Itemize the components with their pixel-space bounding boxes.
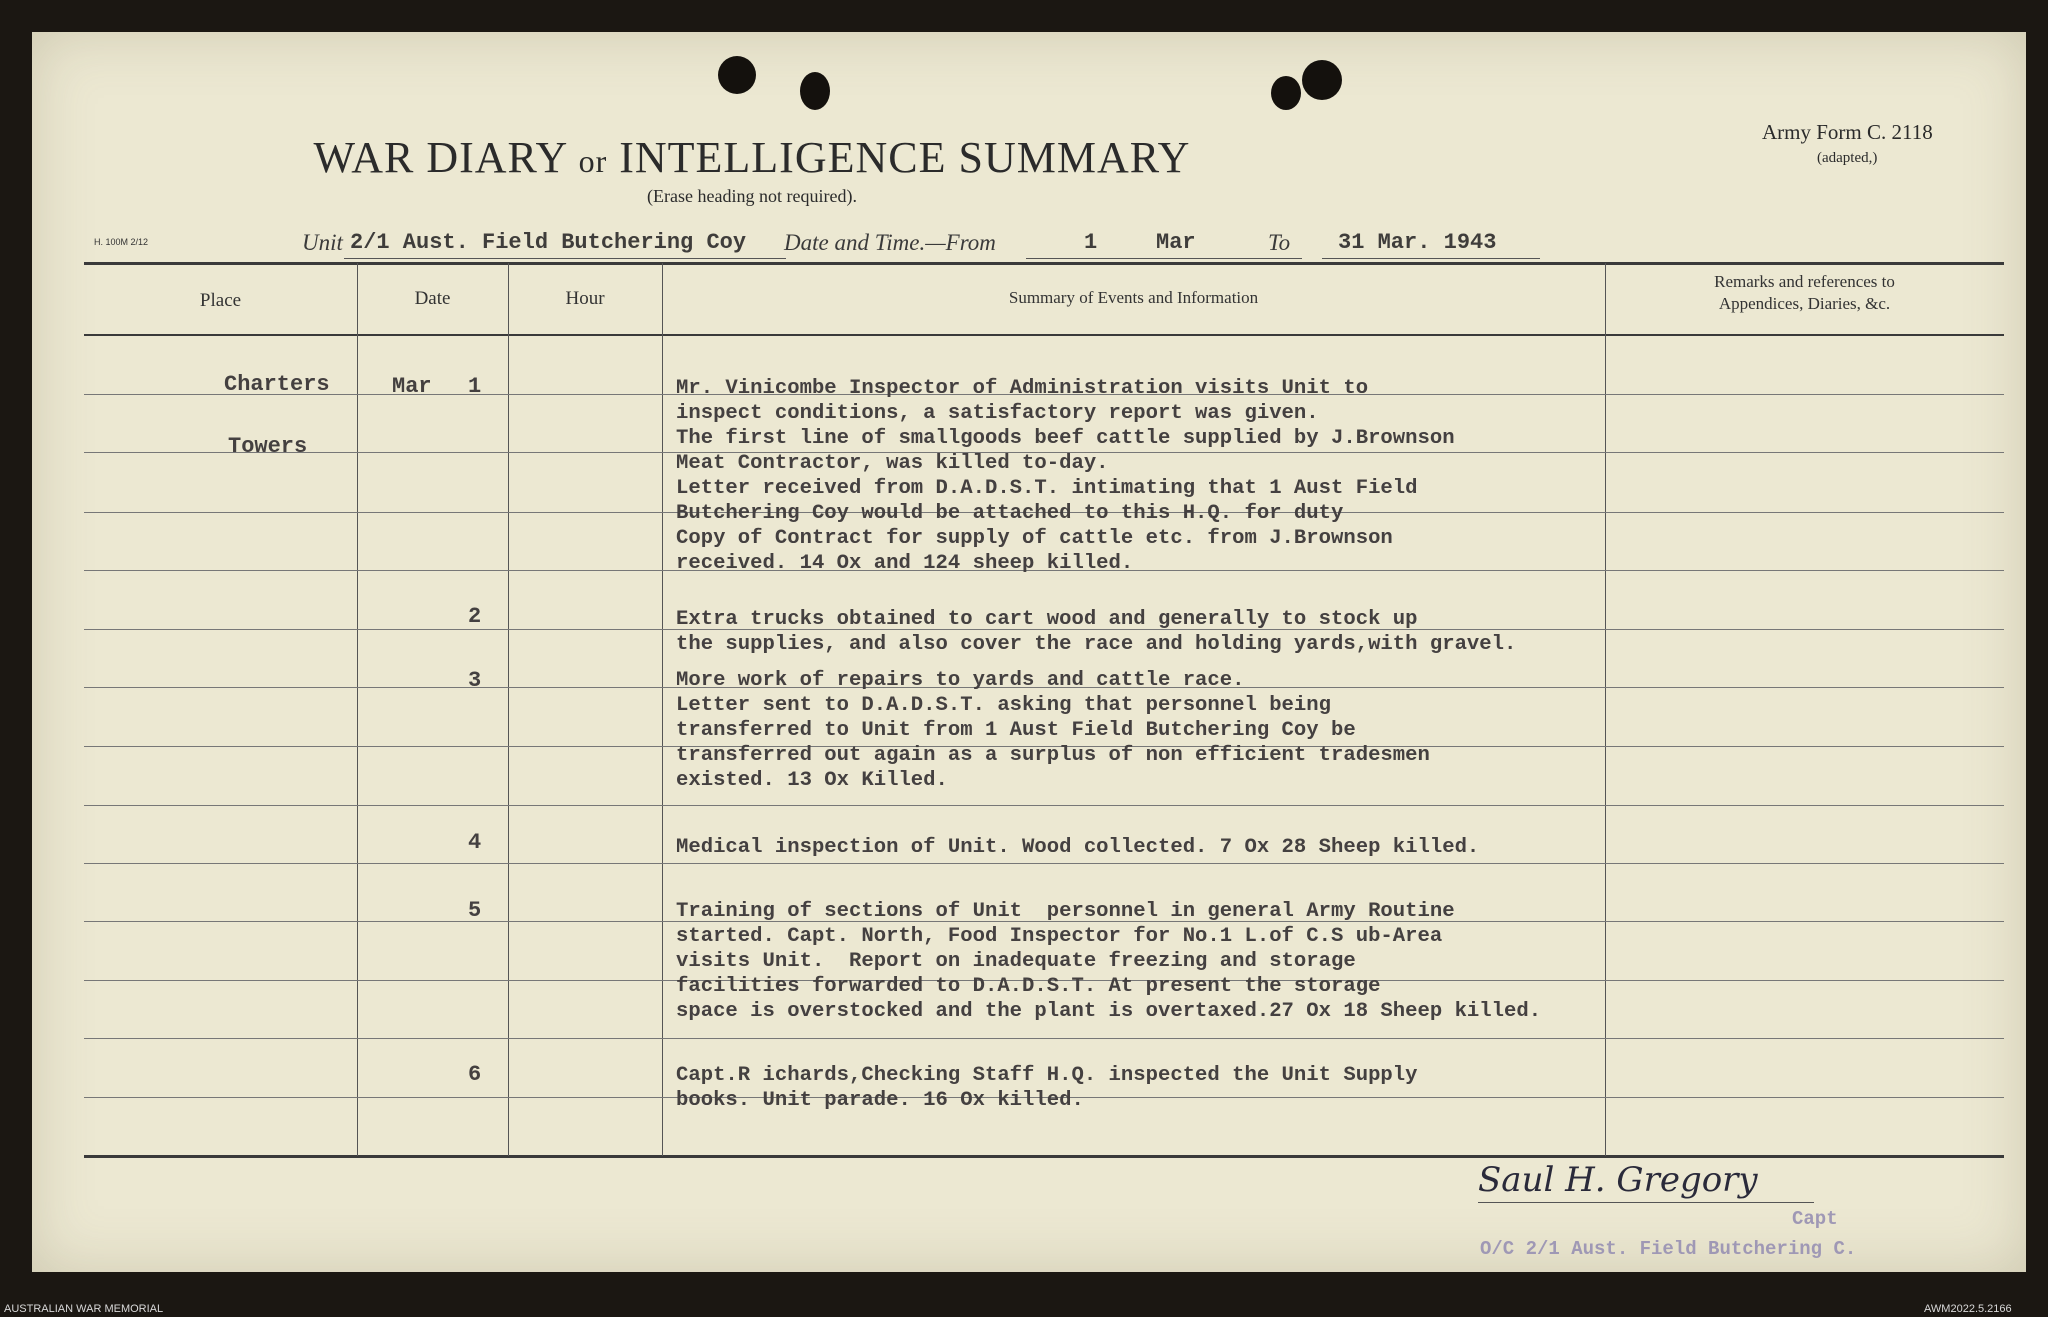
army-form-number: Army Form C. 2118: [1762, 120, 1933, 144]
header-hour: Hour: [565, 288, 605, 309]
from-underline: [1026, 258, 1302, 259]
war-diary-page: [32, 32, 2026, 1272]
title-war-diary: WAR DIARY: [313, 133, 567, 182]
unit-underline: [344, 258, 786, 259]
from-month: Mar: [1156, 230, 1196, 255]
entry-date: 1: [468, 374, 482, 399]
page-title: [32, 132, 1472, 183]
entry-summary: Training of sections of Unit personnel in general Army Routine started. Capt. North, Food Inspector for No.1 L.of C.S ub-Area visits Unit. Report on inadequate freezing and storage facilities forwarded to D.A.D.S.T. At present the storage space is overstocked and the plant is overtaxed.27 Ox 18 Sheep killed.: [676, 900, 1542, 1023]
page-subtitle: (Erase heading not required).: [647, 186, 857, 206]
entry-summary: Extra trucks obtained to cart wood and generally to stock up the supplies, and also cover the race and holding yards,with gravel.: [676, 608, 1517, 656]
column-divider: [1605, 263, 1606, 1156]
ruled-line: [84, 1038, 2004, 1039]
ruled-line: [84, 863, 2004, 864]
header-remarks-line2: Appendices, Diaries, &c.: [1718, 294, 1891, 313]
first-date-month: Mar: [392, 374, 432, 399]
unit-value: 2/1 Aust. Field Butchering Coy: [350, 230, 747, 255]
date-time-label: Date and Time.—From: [784, 230, 996, 255]
column-divider: [357, 263, 358, 1156]
header-remarks-line1: Remarks and references to: [1714, 272, 1895, 291]
header-place: Place: [199, 290, 242, 311]
entry-date: 6: [468, 1062, 482, 1087]
place-line2: Towers: [228, 434, 308, 459]
title-intelligence-summary: INTELLIGENCE SUMMARY: [619, 133, 1191, 182]
to-underline: [1322, 258, 1540, 259]
column-divider: [662, 263, 663, 1156]
header-date: Date: [414, 288, 451, 309]
entry-date: 2: [468, 604, 482, 629]
signature: Saul H. Gregory: [1478, 1160, 1758, 1200]
entry-date: 5: [468, 898, 482, 923]
column-divider: [508, 263, 509, 1156]
from-day: 1: [1084, 230, 1098, 255]
table-bottom-border: [84, 1155, 2004, 1158]
footer-credit: AUSTRALIAN WAR MEMORIAL: [4, 1303, 164, 1315]
to-label: To: [1268, 230, 1291, 255]
punch-hole: [1302, 60, 1342, 100]
entry-summary: More work of repairs to yards and cattle race. Letter sent to D.A.D.S.T. asking that personnel being transferred to Unit from 1 Aust Field Butchering Coy be transferred out again as a surplus of non efficient tradesmen existed. 13 Ox Killed.: [676, 669, 1430, 792]
place-line1: Charters: [224, 372, 330, 397]
entry-date: 3: [468, 668, 482, 693]
punch-hole: [718, 56, 756, 94]
to-value: 31 Mar. 1943: [1338, 230, 1497, 255]
table-header-border: [84, 334, 2004, 336]
ruled-line: [84, 805, 2004, 806]
entry-summary: Medical inspection of Unit. Wood collected. 7 Ox 28 Sheep killed.: [676, 836, 1480, 859]
entry-summary: Mr. Vinicombe Inspector of Administration visits Unit to inspect conditions, a satisfactory report was given. The first line of smallgoods beef cattle supplied by J.Brownson Meat Contractor, was killed to-day. Letter received from D.A.D.S.T. intimating that 1 Aust Field Butchering Coy would be attached to this H.Q. for duty Copy of Contract for supply of cattle etc. from J.Brownson received. 14 Ox and 124 sheep killed.: [676, 377, 1455, 575]
army-form-adapted: (adapted,): [1817, 150, 1878, 166]
table-top-border: [84, 262, 2004, 265]
entry-summary: Capt.R ichards,Checking Staff H.Q. inspected the Unit Supply books. Unit parade. 16 Ox killed.: [676, 1064, 1418, 1112]
footer-accession-number: AWM2022.5.2166: [1924, 1303, 2012, 1315]
header-summary: Summary of Events and Information: [1008, 288, 1259, 307]
unit-stamp: O/C 2/1 Aust. Field Butchering C.: [1480, 1238, 1857, 1260]
signature-underline: [1478, 1202, 1814, 1203]
punch-hole: [1271, 76, 1301, 110]
signature-rank: Capt: [1792, 1208, 1838, 1230]
unit-label: Unit: [302, 230, 343, 255]
entry-date: 4: [468, 830, 482, 855]
title-or: or: [578, 143, 608, 179]
form-code: H. 100M 2/12: [94, 237, 149, 247]
punch-hole: [800, 72, 830, 110]
